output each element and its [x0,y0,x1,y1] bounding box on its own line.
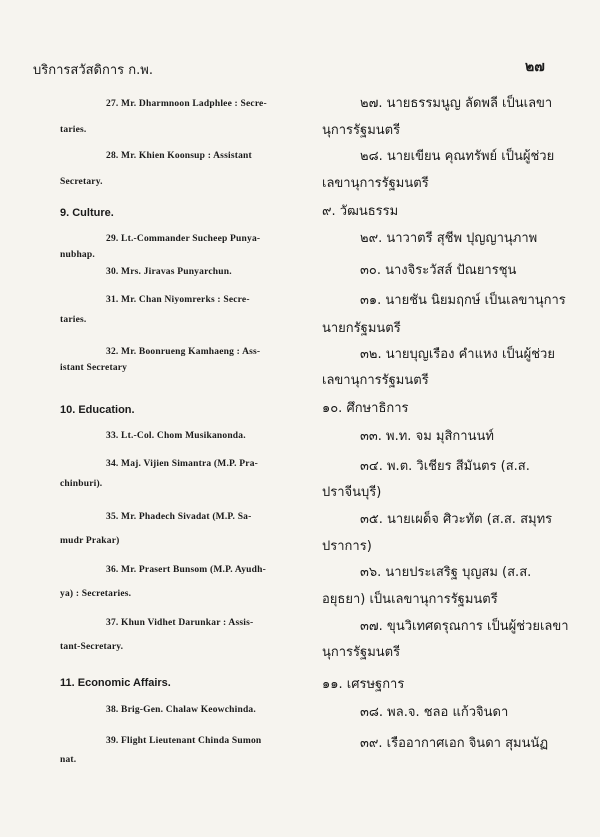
left-item-35-line1: 35. Mr. Phadech Sivadat (M.P. Sa- [106,512,252,522]
right-item-28-line1: ๒๘. นายเขียน คุณทรัพย์ เป็นผู้ช่วย [360,149,555,164]
right-item-34-line1: ๓๔. พ.ต. วิเชียร สีมันตร (ส.ส. [360,459,530,474]
left-item-34-line1: 34. Maj. Vijien Simantra (M.P. Pra- [106,459,259,469]
right-item-31-line2: นายกรัฐมนตรี [322,321,401,336]
left-item-30: 30. Mrs. Jiravas Punyarchun. [106,267,232,277]
left-item-31-line2: taries. [60,315,87,325]
left-item-27-line2: taries. [60,125,87,135]
left-item-31-line1: 31. Mr. Chan Niyomrerks : Secre- [106,295,250,305]
left-item-32-line2: istant Secretary [60,363,128,373]
left-item-39-line1: 39. Flight Lieutenant Chinda Sumon [106,736,262,746]
right-item-30: ๓๐. นางจิระวัสส์ ปัณยารชุน [360,263,517,278]
left-item-32-line1: 32. Mr. Boonrueng Kamhaeng : Ass- [106,347,261,357]
right-section-11-heading: ๑๑. เศรษฐการ [322,677,405,692]
right-item-27-line1: ๒๗. นายธรรมนูญ ลัดพลี เป็นเลขา [360,96,553,111]
right-item-34-line2: ปราจีนบุรี) [322,485,382,500]
right-item-38: ๓๘. พล.จ. ชลอ แก้วจินดา [360,705,509,720]
right-item-37-line2: นุการรัฐมนตรี [322,645,401,660]
right-section-10-heading: ๑๐. ศึกษาธิการ [322,401,409,416]
left-item-39-line2: nat. [60,755,77,765]
right-item-36-line2: อยุธยา) เป็นเลขานุการรัฐมนตรี [322,592,498,607]
page-number: ๒๗ [525,59,545,75]
left-item-29-line1: 29. Lt.-Commander Sucheep Punya- [106,234,261,244]
left-item-37-line1: 37. Khun Vidhet Darunkar : Assis- [106,618,254,628]
left-item-36-line1: 36. Mr. Prasert Bunsom (M.P. Ayudh- [106,565,266,575]
left-item-37-line2: tant-Secretary. [60,642,124,652]
left-item-28-line1: 28. Mr. Khien Koonsup : Assistant [106,151,252,161]
left-item-27-line1: 27. Mr. Dharmnoon Ladphlee : Secre- [106,99,267,109]
left-item-36-line2: ya) : Secretaries. [60,589,132,599]
right-item-31-line1: ๓๑. นายชัน นิยมฤกษ์ เป็นเลขานุการ [360,293,566,308]
running-header: บริการสวัสดิการ ก.พ. [33,63,153,78]
left-item-29-line2: nubhap. [60,250,95,260]
left-section-11-heading: 11. Economic Affairs. [60,677,171,689]
left-item-28-line2: Secretary. [60,177,103,187]
left-item-35-line2: mudr Prakar) [60,536,120,546]
right-item-33: ๓๓. พ.ท. จม มุสิกานนท์ [360,429,494,444]
left-section-10-heading: 10. Education. [60,404,135,416]
right-item-27-line2: นุการรัฐมนตรี [322,123,401,138]
right-item-39: ๓๙. เรืออากาศเอก จินดา สุมนนัฏ [360,736,549,751]
right-item-36-line1: ๓๖. นายประเสริฐ บุญสม (ส.ส. [360,565,532,580]
right-item-28-line2: เลขานุการรัฐมนตรี [322,176,429,191]
right-item-29: ๒๙. นาวาตรี สุชีพ ปุญญานุภาพ [360,231,538,246]
right-section-9-heading: ๙. วัฒนธรรม [322,204,399,219]
left-item-33: 33. Lt.-Col. Chom Musikanonda. [106,431,246,441]
right-item-32-line2: เลขานุการรัฐมนตรี [322,373,429,388]
left-section-9-heading: 9. Culture. [60,207,114,219]
right-item-35-line2: ปราการ) [322,539,372,554]
left-item-34-line2: chinburi). [60,479,103,489]
right-item-37-line1: ๓๗. ขุนวิเทศดรุณการ เป็นผู้ช่วยเลขา [360,619,569,634]
right-item-35-line1: ๓๕. นายเผด็จ ศิวะทัต (ส.ส. สมุทร [360,512,553,527]
left-item-38: 38. Brig-Gen. Chalaw Keowchinda. [106,705,256,715]
right-item-32-line1: ๓๒. นายบุญเรือง คำแหง เป็นผู้ช่วย [360,347,555,362]
